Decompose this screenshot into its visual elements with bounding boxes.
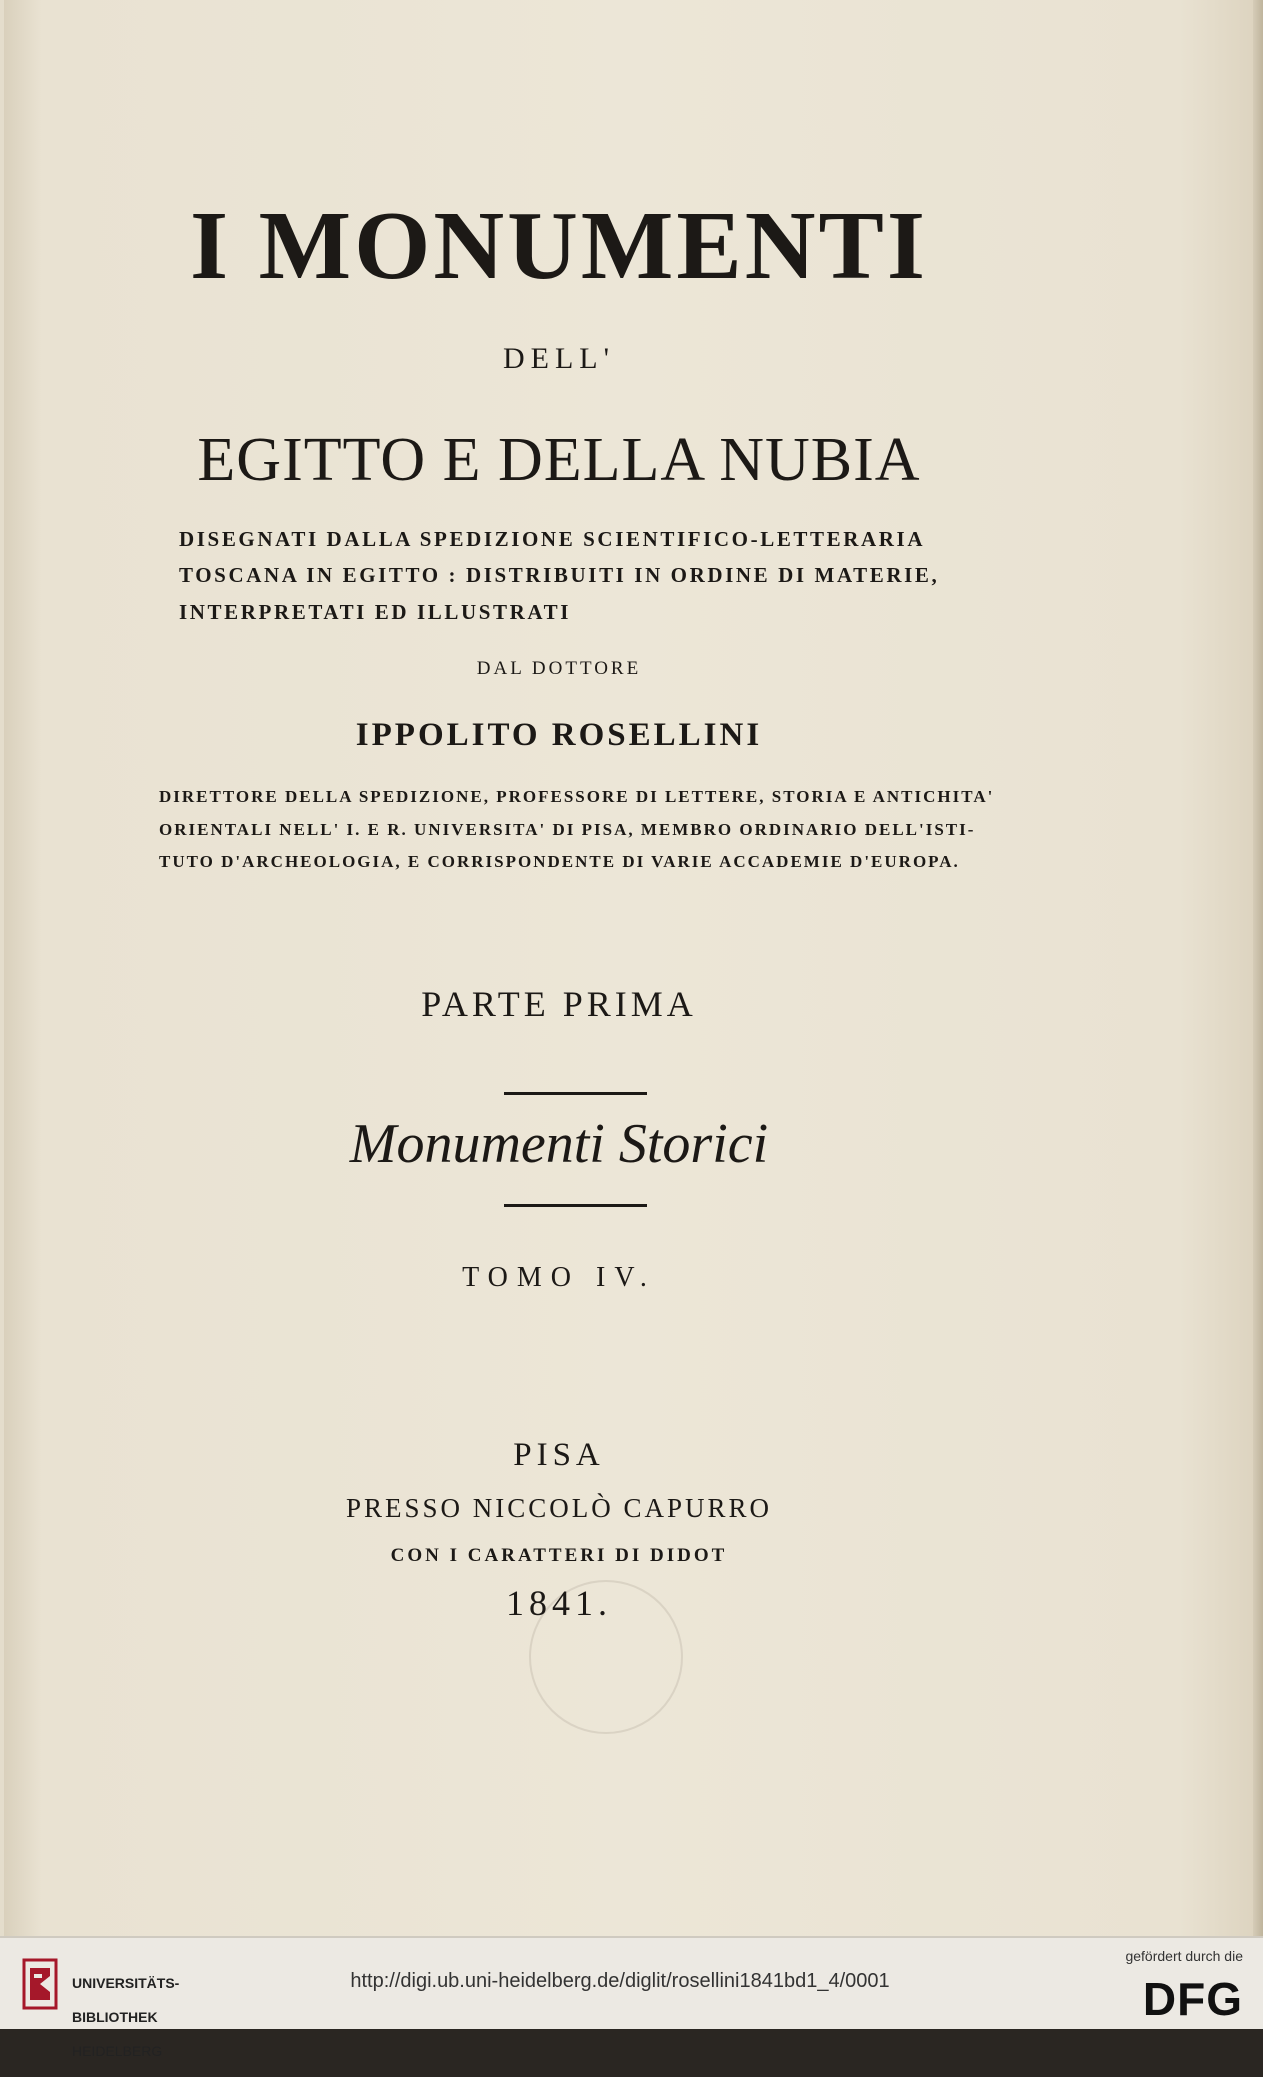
title-connector: DELL' xyxy=(502,342,616,375)
description-line: DISEGNATI DALLA SPEDIZIONE SCIENTIFICO-LETTERARIA xyxy=(179,527,926,551)
library-city: HEIDELBERG xyxy=(72,2043,163,2059)
imprint-publisher: PRESSO NICCOLÒ CAPURRO xyxy=(345,1493,773,1523)
part-heading: PARTE PRIMA xyxy=(421,984,697,1024)
imprint-year: 1841. xyxy=(506,1583,612,1623)
university-logo-icon[interactable] xyxy=(20,1956,60,2012)
title-page xyxy=(4,0,1254,1936)
book-edge xyxy=(1253,0,1263,1936)
dfg-logo[interactable]: DFG xyxy=(1142,1973,1243,2025)
permalink[interactable]: http://digi.ub.uni-heidelberg.de/diglit/rosellini1841bd1_4/0001 xyxy=(350,1970,890,1992)
divider-rule xyxy=(504,1092,647,1095)
volume-number: TOMO IV. xyxy=(462,1262,656,1293)
by-line: DAL DOTTORE xyxy=(476,658,642,679)
description-line: INTERPRETATI ED ILLUSTRATI xyxy=(179,600,572,624)
credentials-line: DIRETTORE DELLA SPEDIZIONE, PROFESSORE DI LETTERE, STORIA E ANTICHITA' xyxy=(159,787,995,806)
main-title: I MONUMENTI xyxy=(189,192,929,300)
title-subject: EGITTO E DELLA NUBIA xyxy=(197,426,921,494)
imprint-city: PISA xyxy=(513,1437,605,1473)
credentials-line: ORIENTALI NELL' I. E R. UNIVERSITA' DI PISA, MEMBRO ORDINARIO DELL'ISTI- xyxy=(159,820,976,839)
description-line: TOSCANA IN EGITTO : DISTRIBUITI IN ORDINE DI MATERIE, xyxy=(179,563,940,587)
imprint-typeface: CON I CARATTERI DI DIDOT xyxy=(390,1545,728,1566)
author-name: IPPOLITO ROSELLINI xyxy=(355,717,763,753)
divider-rule xyxy=(504,1204,647,1207)
viewer-footer xyxy=(0,1936,1263,2059)
library-name-line: BIBLIOTHEK xyxy=(72,2009,158,2025)
section-title: Monumenti Storici xyxy=(349,1113,769,1175)
sponsor-label: gefördert durch die xyxy=(1125,1948,1243,1964)
library-name[interactable] xyxy=(72,1958,179,2077)
library-name-line: UNIVERSITÄTS- xyxy=(72,1975,180,1991)
credentials-line: TUTO D'ARCHEOLOGIA, E CORRISPONDENTE DI VARIE ACCADEMIE D'EUROPA. xyxy=(159,852,960,871)
